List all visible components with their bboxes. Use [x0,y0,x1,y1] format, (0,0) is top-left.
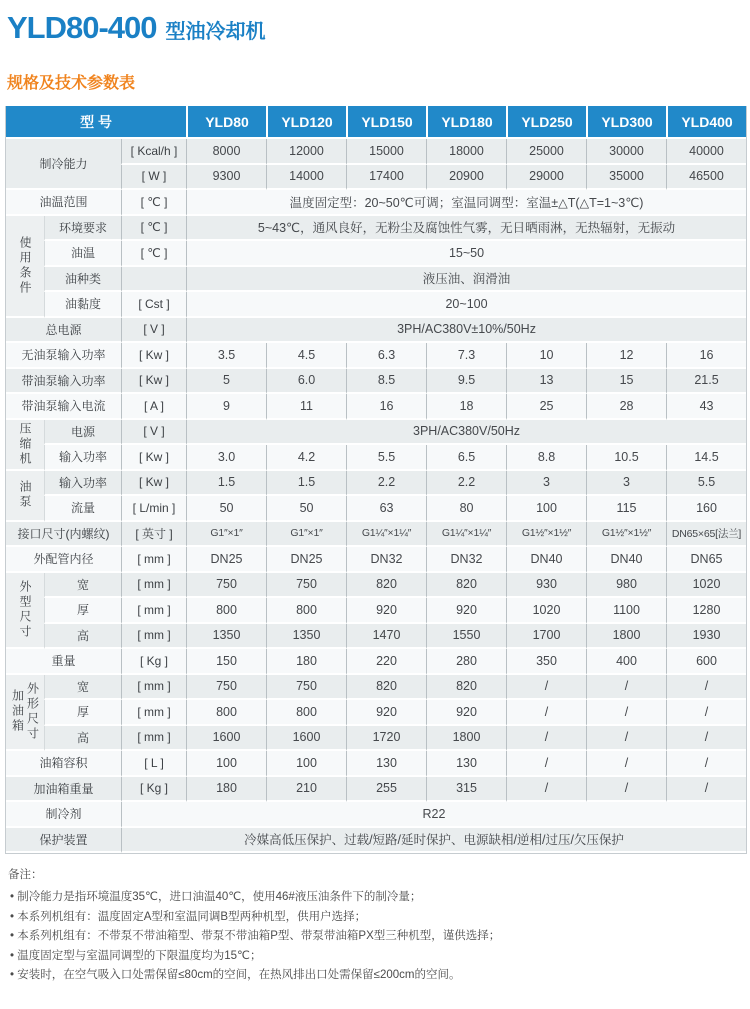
value-cell: 9.5 [426,369,506,395]
page-title [0,0,750,46]
value-cell: G1¼″×1¼″ [346,522,426,548]
unit-cell: [ Kw ] [121,445,186,471]
value-cell: 3.0 [186,445,266,471]
note-item: • 本系列机组有：温度固定A型和室温同调B型两种机型，供用户选择； [8,908,750,928]
value-cell: 18000 [426,139,506,165]
merged-value: 15~50 [186,241,746,267]
value-cell: 100 [266,751,346,777]
group-label [6,573,44,650]
value-cell: G1½″×1½″ [586,522,666,548]
value-cell: 25 [506,394,586,420]
value-cell: 50 [186,496,266,522]
value-cell: 16 [666,343,746,369]
note-item: • 温度固定型与室温同调型的下限温度均为15℃； [8,947,750,967]
row-label: 油箱容积 [6,751,121,777]
value-cell: 100 [186,751,266,777]
unit-cell: [ ℃ ] [121,241,186,267]
table-row [6,700,746,726]
unit-cell: [ mm ] [121,624,186,650]
row-label: 无油泵输入功率 [6,343,121,369]
value-cell: 1600 [266,726,346,752]
value-cell: 10.5 [586,445,666,471]
value-cell: 2.2 [346,471,426,497]
value-cell: 115 [586,496,666,522]
value-cell: 28 [586,394,666,420]
table-row [6,267,746,293]
value-cell: 315 [426,777,506,803]
value-cell: 15 [586,369,666,395]
value-cell: 750 [266,675,346,701]
row-label: 输入功率 [44,445,121,471]
unit-cell: [ V ] [121,318,186,344]
table-row [6,496,746,522]
value-cell: 800 [266,598,346,624]
value-cell: 14.5 [666,445,746,471]
value-cell: 210 [266,777,346,803]
value-cell: / [666,675,746,701]
notes-section [8,866,750,1000]
group-label [6,420,44,471]
table-row [6,241,746,267]
merged-value: 5~43℃，通风良好，无粉尘及腐蚀性气雾，无日晒雨淋，无热辐射，无振动 [186,216,746,242]
table-header-row [6,106,746,139]
section-subtitle: 规格及技术参数表 [7,75,136,92]
table-row [6,751,746,777]
table-row [6,139,746,165]
value-cell: 35000 [586,165,666,191]
value-cell: 5 [186,369,266,395]
value-cell: 980 [586,573,666,599]
value-cell: 1.5 [186,471,266,497]
value-cell: 5.5 [666,471,746,497]
value-cell: 3 [586,471,666,497]
unit-cell: [ ℃ ] [121,216,186,242]
group-label-text: 外形尺寸 [25,681,40,742]
value-cell: 63 [346,496,426,522]
unit-cell: [ 英寸 ] [121,522,186,548]
row-label: 油温范围 [6,190,121,216]
value-cell: / [586,777,666,803]
value-cell: 820 [346,573,426,599]
unit-cell: [ mm ] [121,547,186,573]
value-cell: G1½″×1½″ [506,522,586,548]
value-cell: 46500 [666,165,746,191]
row-label: 环境要求 [44,216,121,242]
group-label-text: 压缩机 [18,421,32,467]
value-cell: 25000 [506,139,586,165]
merged-value: 冷媒高低压保护、过载/短路/延时保护、电源缺相/逆相/过压/欠压保护 [121,828,746,854]
title-model-range: YLD80-400 [7,10,157,45]
row-label: 加油箱重量 [6,777,121,803]
table-row [6,649,746,675]
value-cell: 1100 [586,598,666,624]
value-cell: 1.5 [266,471,346,497]
value-cell: 920 [426,598,506,624]
value-cell: 9 [186,394,266,420]
group-label-text: 使用条件 [18,235,32,296]
model-header: YLD300 [586,106,666,139]
row-label: 高 [44,726,121,752]
value-cell: / [586,700,666,726]
model-header: YLD120 [266,106,346,139]
unit-cell: [ mm ] [121,700,186,726]
row-label: 接口尺寸(内螺纹) [6,522,121,548]
value-cell: 16 [346,394,426,420]
value-cell: 3 [506,471,586,497]
value-cell: 1280 [666,598,746,624]
value-cell: 29000 [506,165,586,191]
value-cell: 160 [666,496,746,522]
merged-value: 20~100 [186,292,746,318]
value-cell: 13 [506,369,586,395]
value-cell: 255 [346,777,426,803]
note-item: • 制冷能力是指环境温度35℃，进口油温40℃，使用46#液压油条件下的制冷量； [8,888,750,908]
value-cell: G1¼″×1¼″ [426,522,506,548]
value-cell: 9300 [186,165,266,191]
value-cell: 15000 [346,139,426,165]
value-cell: 130 [346,751,426,777]
value-cell: 820 [426,573,506,599]
row-label: 油黏度 [44,292,121,318]
value-cell: / [586,751,666,777]
table-row [6,547,746,573]
merged-value: 液压油、润滑油 [186,267,746,293]
unit-cell: [ mm ] [121,726,186,752]
value-cell: 180 [186,777,266,803]
value-cell: / [506,777,586,803]
group-label-text: 外型尺寸 [18,579,32,640]
value-cell: / [666,777,746,803]
value-cell: 43 [666,394,746,420]
value-cell: 930 [506,573,586,599]
model-header: YLD250 [506,106,586,139]
notes-list [8,888,750,986]
table-row [6,394,746,420]
value-cell: 920 [346,598,426,624]
value-cell: 1700 [506,624,586,650]
row-label: 厚 [44,598,121,624]
table-row [6,216,746,242]
value-cell: DN65×65[法兰] [666,522,746,548]
value-cell: G1″×1″ [266,522,346,548]
value-cell: 80 [426,496,506,522]
row-label: 油温 [44,241,121,267]
value-cell: 4.2 [266,445,346,471]
value-cell: 1930 [666,624,746,650]
table-row [6,318,746,344]
value-cell: 8.8 [506,445,586,471]
value-cell: 1600 [186,726,266,752]
value-cell: 3.5 [186,343,266,369]
value-cell: 920 [426,700,506,726]
value-cell: 1020 [506,598,586,624]
value-cell: 18 [426,394,506,420]
unit-cell: [ Kg ] [121,777,186,803]
value-cell: 1800 [426,726,506,752]
note-item: • 安装时，在空气吸入口处需保留≤80cm的空间，在热风排出口处需保留≤200cm的空间。 [8,966,750,986]
value-cell: 1550 [426,624,506,650]
group-label-text: 油泵 [18,480,32,510]
value-cell: 600 [666,649,746,675]
corner-header-model: 型 号 [6,106,186,139]
group-label-text: 加油箱 [10,689,25,735]
value-cell: 7.3 [426,343,506,369]
unit-cell: [ W ] [121,165,186,191]
table-row [6,675,746,701]
value-cell: 750 [186,573,266,599]
value-cell: 350 [506,649,586,675]
row-label: 带油泵输入功率 [6,369,121,395]
value-cell: 820 [426,675,506,701]
value-cell: 100 [506,496,586,522]
value-cell: 400 [586,649,666,675]
value-cell: 21.5 [666,369,746,395]
merged-value: 温度固定型：20~50℃可调；室温同调型：室温±△T(△T=1~3℃) [186,190,746,216]
value-cell: 40000 [666,139,746,165]
value-cell: 750 [186,675,266,701]
merged-value: R22 [121,802,746,828]
table-row [6,777,746,803]
value-cell: 20900 [426,165,506,191]
value-cell: / [666,700,746,726]
value-cell: 1720 [346,726,426,752]
unit-cell: [ Kw ] [121,471,186,497]
table-row [6,369,746,395]
value-cell: 2.2 [426,471,506,497]
value-cell: / [506,751,586,777]
table-row [6,420,746,446]
row-label: 宽 [44,675,121,701]
value-cell: 150 [186,649,266,675]
unit-cell: [ V ] [121,420,186,446]
value-cell: 10 [506,343,586,369]
table-row [6,445,746,471]
merged-value: 3PH/AC380V/50Hz [186,420,746,446]
row-label: 制冷剂 [6,802,121,828]
table-row [6,726,746,752]
merged-value: 3PH/AC380V±10%/50Hz [186,318,746,344]
table-row [6,802,746,828]
value-cell: / [666,751,746,777]
note-item: • 本系列机组有：不带泵不带油箱型、带泵不带油箱P型、带泵带油箱PX型三种机型，谨供选择； [8,927,750,947]
model-header: YLD150 [346,106,426,139]
value-cell: 8000 [186,139,266,165]
notes-heading: 备注： [8,869,43,881]
value-cell: 1350 [266,624,346,650]
table-row [6,828,746,854]
value-cell: / [586,726,666,752]
row-label: 高 [44,624,121,650]
value-cell: DN40 [586,547,666,573]
table-row [6,343,746,369]
value-cell: 920 [346,700,426,726]
value-cell: 1020 [666,573,746,599]
value-cell: 1800 [586,624,666,650]
row-label: 宽 [44,573,121,599]
value-cell: 12000 [266,139,346,165]
table-row [6,624,746,650]
unit-cell: [ mm ] [121,573,186,599]
unit-cell: [ Kg ] [121,649,186,675]
value-cell: 220 [346,649,426,675]
value-cell: / [586,675,666,701]
unit-cell: [ Cst ] [121,292,186,318]
value-cell: DN25 [186,547,266,573]
row-label: 带油泵输入电流 [6,394,121,420]
spec-table-body [6,139,746,853]
table-row [6,292,746,318]
row-label: 制冷能力 [6,139,121,190]
table-row [6,471,746,497]
value-cell: 30000 [586,139,666,165]
value-cell: 11 [266,394,346,420]
value-cell: / [506,675,586,701]
value-cell: 800 [186,598,266,624]
table-row [6,573,746,599]
row-label: 厚 [44,700,121,726]
row-label: 电源 [44,420,121,446]
row-label: 重量 [6,649,121,675]
group-label [6,471,44,522]
value-cell: 130 [426,751,506,777]
value-cell: 17400 [346,165,426,191]
group-label [6,675,44,752]
value-cell: 6.0 [266,369,346,395]
row-label: 外配管内径 [6,547,121,573]
unit-cell: [ L ] [121,751,186,777]
value-cell: DN32 [426,547,506,573]
unit-cell: [ Kcal/h ] [121,139,186,165]
unit-cell: [ ℃ ] [121,190,186,216]
value-cell: 8.5 [346,369,426,395]
group-label [6,216,44,318]
model-header: YLD180 [426,106,506,139]
model-header: YLD400 [666,106,746,139]
value-cell: 1470 [346,624,426,650]
value-cell: 800 [266,700,346,726]
table-row [6,190,746,216]
value-cell: 12 [586,343,666,369]
value-cell: 1350 [186,624,266,650]
value-cell: 50 [266,496,346,522]
value-cell: 750 [266,573,346,599]
row-label: 流量 [44,496,121,522]
value-cell: 6.5 [426,445,506,471]
value-cell: DN40 [506,547,586,573]
value-cell: 6.3 [346,343,426,369]
value-cell: 820 [346,675,426,701]
value-cell: 14000 [266,165,346,191]
value-cell: / [506,726,586,752]
unit-cell: [ mm ] [121,598,186,624]
value-cell: 800 [186,700,266,726]
value-cell: / [666,726,746,752]
unit-cell: [ Kw ] [121,369,186,395]
row-label: 保护装置 [6,828,121,854]
value-cell: 4.5 [266,343,346,369]
row-label: 总电源 [6,318,121,344]
value-cell: 180 [266,649,346,675]
value-cell: / [506,700,586,726]
row-label: 输入功率 [44,471,121,497]
unit-cell: [ Kw ] [121,343,186,369]
unit-cell: [ L/min ] [121,496,186,522]
value-cell: DN25 [266,547,346,573]
table-row [6,598,746,624]
spec-table [5,106,747,854]
value-cell: DN32 [346,547,426,573]
table-row [6,522,746,548]
value-cell: G1″×1″ [186,522,266,548]
title-suffix: 型油冷却机 [165,21,266,43]
row-label: 油种类 [44,267,121,293]
value-cell: 5.5 [346,445,426,471]
value-cell: 280 [426,649,506,675]
model-header: YLD80 [186,106,266,139]
unit-cell [121,267,186,293]
value-cell: DN65 [666,547,746,573]
unit-cell: [ A ] [121,394,186,420]
unit-cell: [ mm ] [121,675,186,701]
